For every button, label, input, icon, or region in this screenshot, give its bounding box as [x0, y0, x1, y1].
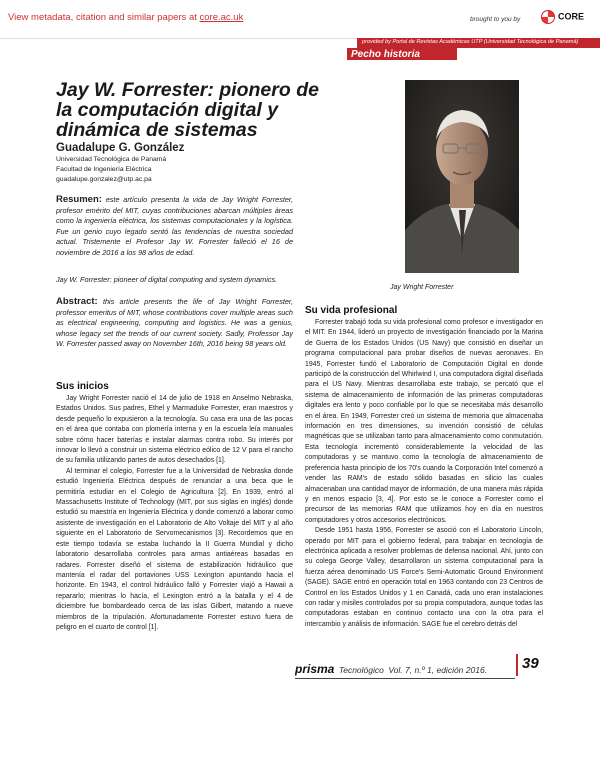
core-link-anchor[interactable]: core.ac.uk [199, 12, 244, 23]
english-title: Jay W. Forrester: pioneer of digital computing and system dynamics. [56, 275, 278, 284]
resumen-label: Resumen: [56, 194, 102, 205]
core-logo-icon [541, 10, 555, 24]
affiliation-university: Universidad Tecnológica de Panamá [56, 156, 167, 163]
abstract-label: Abstract: [56, 296, 98, 307]
affiliation-faculty: Facultad de Ingeniería Eléctrica [56, 166, 152, 173]
core-link-prefix: View metadata, citation and similar papers at [8, 12, 200, 23]
section-strip-label: Pecho historia [351, 49, 420, 60]
column-right [305, 318, 543, 630]
core-metadata-link[interactable] [8, 12, 243, 23]
portrait-illustration [405, 80, 519, 273]
core-logo[interactable] [541, 10, 595, 32]
footer-rule [295, 678, 515, 679]
author-name: Guadalupe G. González [56, 142, 185, 154]
section-strip [347, 48, 457, 60]
resumen [56, 195, 293, 259]
abstract-text: this article presents the life of Jay Wright Forrester, professor emeritus of MIT, whose contributions cover multiple areas such as electrical engineering, computing and logistics. He was a genius, whose legacy set the trends of our current society. Sadly, Professor Jay W. Forrester passed away on November 16th, 2016 being 98 years old. [56, 297, 293, 349]
forrester-photo [405, 80, 519, 273]
page-footer [295, 660, 541, 680]
paragraph: Al terminar el colegio, Forrester fue a la Universidad de Nebraska donde estudió Ingeniería Eléctrica después de renunciar a una beca que le permitiría estudiar en el Colegio de Agricultura [2]. En 1939, entró al Massachusetts Institute of Technology (MIT, por sus siglas en inglés) donde estudió su maestría en Ingeniería Eléctrica y donde comenzó a laborar como asistente de investigación en el Laboratorio de Alto Voltaje del MIT y al año siguiente en el Laboratorio de Servomecanismos [3]. Recordemos que en este tiempo todavía se estaba luchando la II Guerra Mundial y dicho laboratorio desarrollaba controles para armas antiaéreas basadas en radares. Forrester diseñó el sistema de estabilización hidráulico que mantenía el radar del portaviones USS Lexington apuntando hacia el horizonte. En 1943, el control hidráulico falló y Forrester viajó a Hawaii a repararlo; mientras lo hacía, el Lexington entró a la batalla y el 4 de diciembre fue bombardeado cerca de las islas Gilbert, matando a nueve miembros de la tripulación. Afortunadamente Forrester estuvo fuera de peligro en el cuarto de control [1]. [56, 467, 293, 631]
brought-by-label: brought to you by [470, 16, 521, 23]
core-logo-text: CORE [558, 11, 585, 22]
author-email[interactable]: guadalupe.gonzalez@utp.ac.pa [56, 176, 152, 183]
heading-sus-inicios: Sus inicios [56, 381, 109, 392]
column-left [56, 394, 293, 633]
paragraph: Forrester trabajó toda su vida profesional como profesor e investigador en el MIT. En 1944, lideró un proyecto de investigación financiado por la Marina de Guerra de los Estados Unidos (US Navy) que consistió en diseñar un programa computacional para probar diseños de nuevas aeronaves. En 1945, Forrester fundó el Laboratorio de Computación Digital en donde participó de la construcción del Whirlwind I, una computadora digital diseñada para el US Navy. Mientras desarrollaba este trabajo, se percató que el sistema de almacenamiento de información de las primeras computadoras digitales era lento y poco confiable por lo que se necesitaba más desarrollo en el área. En 1949, Forrester creó un sistema de memoria que almacenaba información en tres dimensiones, su invención consistió de células magnéticas que se utilizaban tanto para almacenamiento como conmutación. Esta tecnología incrementó considerablemente la velocidad de las computadoras y se mantuvo como la tecnología de almacenamiento de preferencia hasta principio de los 70's cuando la Corporación Intel comenzó a vender las RAM's de estado sólido basadas en silicio las cuales almacenaban una cantidad mayor de información, de una manera más rápida y en menos espacio [3, 4]. Por esto se le conoce a Forrester como el precursor de las memorias RAM que utilizamos hoy en día en nuestros computadores y otros accesorios electrónicos. [305, 319, 543, 524]
footer-brand: prisma [295, 662, 335, 676]
paragraph: Desde 1951 hasta 1956, Forrester se asoció con el Laboratorio Lincoln, operado por MIT para el gobierno federal, para trabajar en tecnología de electrónica aplicada a resolver problemas de defensa nacional. Ahí, junto con su colega George Valley, desarrollaron un sistema computacional para la fuerza aérea denominado US Force's Semi-Automatic Ground Environment (SAGE). SAGE entró en operación total en 1963 contando con 23 Centros de Control en los Estados Unidos y 1 en Canadá, cada uno eran instalaciones con radar y misiles controlados por su propia computadora, aunque todas las computadoras estaban en continuo contacto una con la otra para el intercambio y análisis de información. SAGE fue el cerebro detrás del [305, 527, 543, 628]
paragraph: Jay Wright Forrester nació el 14 de julio de 1918 en Anselmo Nebraska, Estados Unidos. Sus padres, Ethel y Marmaduke Forrester, eran maestros y desde pequeño lo expusieron a la tecnología. Su casa era una de las pocas en el área que contaba con plomería interna y en la escuela leía manuales sobre cómo hacer baterías e instalar alarmas contra robo. Su interés por innovar lo llevó a construir un sistema eléctrico eólico de 12 V para el rancho de su familia utilizando partes de autos desechados [1]. [56, 395, 293, 465]
page-number: 39 [522, 655, 539, 672]
provided-by-text: provided by Portal de Revistas Académicas UTP (Universidad Tecnológica de Panamá) [362, 39, 579, 45]
footer-journal: Tecnológico [338, 665, 384, 675]
footer-volume: Vol. 7, n.º 1, edición 2016. [388, 665, 488, 675]
footer-accent [516, 654, 518, 676]
photo-caption: Jay Wright Forrester [390, 284, 454, 291]
abstract [56, 297, 293, 350]
resumen-text: este artículo presenta la vida de Jay Wright Forrester, profesor emérito del MIT, cuyas contribuciones abarcan múltiples áreas como la ingeniería eléctrica, los sistemas computacionales y la logística. Fue un genio cuyo legado sentó las tendencias de nuestra sociedad actual. Tristemente el Profesor Jay W. Forrester falleció el 16 de noviembre de 2016 a los 98 años de edad. [56, 195, 293, 257]
heading-vida-profesional: Su vida profesional [305, 305, 398, 316]
article-title: Jay W. Forrester: pionero de la computación digital y dinámica de sistemas [56, 79, 319, 141]
